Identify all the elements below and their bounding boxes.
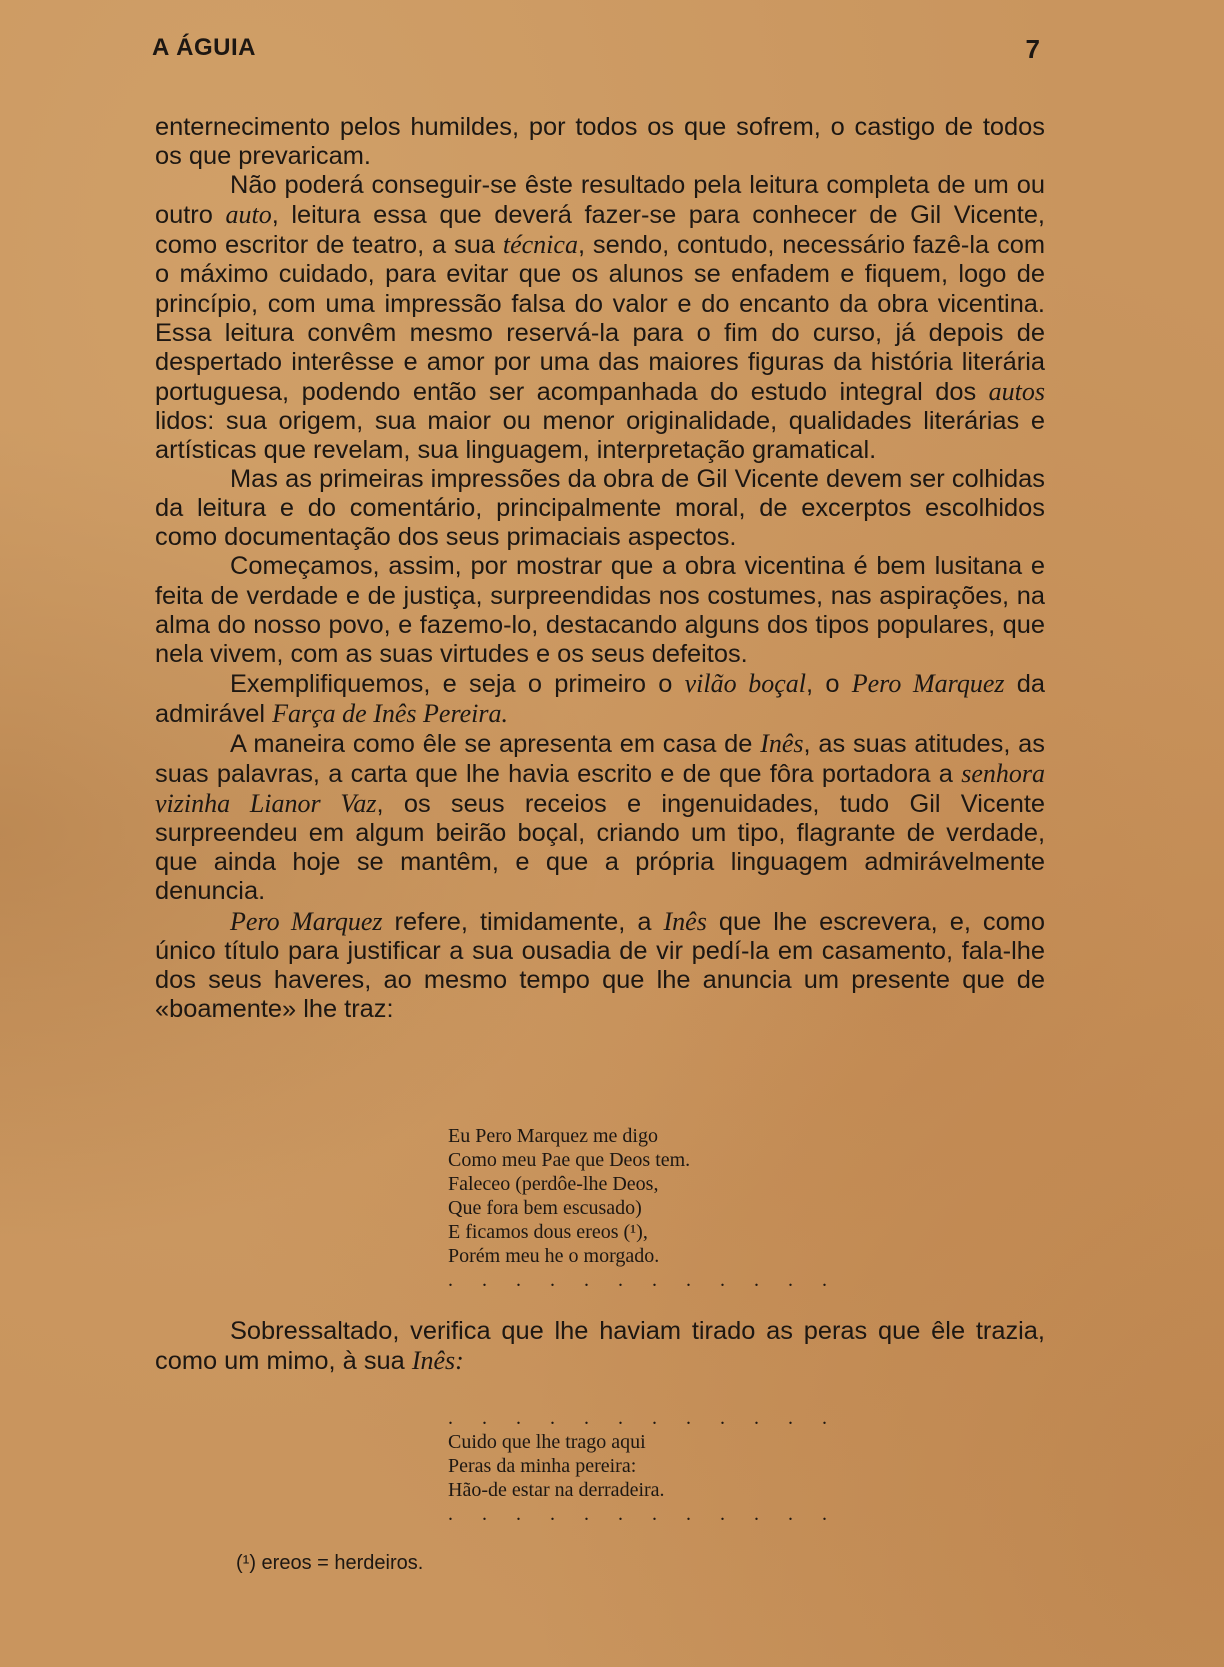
paragraph-7-text-b: que lhe escrevera, e, como único título para justificar a sua ousadia de vir pedí-la em casamento, fala-lhe dos seus haveres, ao mesmo tempo que lhe anuncia um presente que de «boamente» lhe traz: (155, 907, 1046, 1023)
paragraph-1 (155, 113, 1045, 171)
verse-ellipsis: . . . . . . . . . . . . (448, 1269, 839, 1291)
paragraph-8 (155, 1317, 1045, 1376)
paragraph-1-text: enternecimento pelos humildes, por todos os que sofrem, o castigo de todos os que prevaricam. (155, 113, 1045, 171)
running-head (152, 34, 1040, 64)
italic-farca-ines-pereira: Farça de Inês Pereira. (272, 698, 508, 728)
verse-line: Como meu Pae que Deos tem. (448, 1149, 691, 1171)
footnote: (¹) ereos = herdeiros. (236, 1552, 424, 1574)
paragraph-4: Começamos, assim, por mostrar que a obra vicentina é bem lusitana e feita de verdade e de justiça, surpreendidas nos costumes, nas aspirações, na alma do nosso povo, e fazemo-lo, destacando alguns dos tipos populares, que nela vivem, com as suas virtudes e os seus defeitos. (155, 552, 1045, 668)
paragraph-8-text: Sobressaltado, verifica que lhe haviam tirado as peras que êle trazia, como um mimo, à sua (155, 1317, 1045, 1376)
paragraph-5-text-c: da admirável (155, 669, 1045, 728)
body-text-continued (155, 1317, 1045, 1376)
paragraph-2-text-a: Não poderá conseguir-se êste resultado pela leitura completa de um ou outro (155, 171, 1045, 230)
verse-line: Hão-de estar na derradeira. (448, 1479, 665, 1501)
verse-line: Que fora bem escusado) (448, 1197, 642, 1219)
paragraph-6-text-c: , os seus receios e ingenuidades, tudo Gil Vicente surpreendeu em algum beirão boçal, criando um tipo, flagrante de verdade, que ainda hoje se mantêm, e que a própria linguagem admirávelmente denuncia. (155, 790, 1045, 906)
paragraph-2 (155, 171, 1045, 465)
verse-line: Eu Pero Marquez me digo (448, 1125, 658, 1147)
verse-line: Cuido que lhe trago aqui (448, 1431, 646, 1453)
paragraph-5-text-a: Exemplifiquemos, e seja o primeiro o (230, 669, 685, 698)
paragraph-6 (155, 729, 1045, 907)
italic-ines-2: Inês (663, 906, 707, 936)
paragraph-5 (155, 669, 1045, 729)
body-text (155, 113, 1045, 1024)
verse-ellipsis-top: . . . . . . . . . . . . (448, 1407, 839, 1429)
paragraph-2-text-c: , sendo, contudo, necessário fazê-la com o máximo cuidado, para evitar que os alunos se enfadem e fiquem, logo de princípio, com uma impressão falsa do valor e do encanto da obra vicentina. Essa leitura convêm mesmo reservá-la para o fim do curso, já depois de despertado interêsse e amor por uma das maiores figuras da história literária portuguesa, podendo então ser acompanhada do estudo integral dos (155, 231, 1045, 406)
paragraph-7 (155, 907, 1045, 1024)
italic-lianor-vaz: senhora vizinha Lianor Vaz (155, 759, 1045, 819)
italic-pero-marquez: Pero Marquez (851, 668, 1005, 698)
italic-tecnica: técnica (502, 230, 578, 260)
italic-autos: autos (988, 376, 1045, 406)
italic-ines: Inês (760, 728, 804, 758)
paragraph-2-text-b: , leitura essa que deverá fazer-se para conhecer de Gil Vicente, como escritor de teatro, a sua (155, 201, 1045, 260)
running-title: A ÁGUIA (152, 34, 256, 61)
italic-pero-marquez-2: Pero Marquez (230, 906, 383, 936)
page-number: 7 (1025, 34, 1040, 64)
paragraph-2-text-d: lidos: sua origem, sua maior ou menor originalidade, qualidades literárias e artísticas que revelam, sua linguagem, interpretação gramatical. (155, 406, 1045, 465)
verse-excerpt-1 (448, 1124, 839, 1292)
italic-ines-3: Inês: (411, 1346, 464, 1376)
italic-vilao-bocal: vilão boçal (684, 668, 807, 698)
italic-auto: auto (225, 200, 272, 230)
paragraph-6-text-b: , as suas atitudes, as suas palavras, a carta que lhe havia escrito e de que fôra portadora a (155, 729, 1045, 789)
paragraph-6-text-a: A maneira como êle se apresenta em casa de (230, 729, 761, 758)
verse-line: E ficamos dous ereos (¹), (448, 1221, 648, 1243)
verse-ellipsis-bottom: . . . . . . . . . . . . (448, 1503, 839, 1525)
paragraph-5-text-b: , o (806, 669, 852, 698)
verse-line: Faleceo (perdôe-lhe Deos, (448, 1173, 659, 1195)
paragraph-7-text-a: refere, timidamente, a (382, 907, 664, 936)
verse-line: Porém meu he o morgado. (448, 1245, 660, 1267)
verse-excerpt-2 (448, 1406, 839, 1526)
verse-line: Peras da minha pereira: (448, 1455, 637, 1477)
paragraph-3: Mas as primeiras impressões da obra de Gil Vicente devem ser colhidas da leitura e do comentário, principalmente moral, de excerptos escolhidos como documentação dos seus primaciais aspectos. (155, 465, 1045, 552)
